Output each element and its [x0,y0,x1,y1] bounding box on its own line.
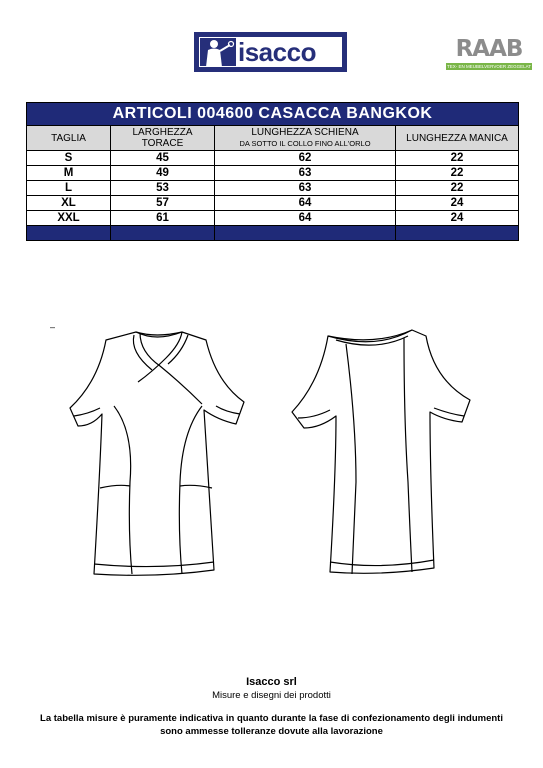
cell-sleeve-length: 22 [396,151,519,166]
table-row [27,166,519,181]
raab-logo-text: RAAB [455,36,523,62]
isacco-figure-icon [200,37,236,69]
isacco-logo [194,32,347,72]
cell-size: S [27,151,111,166]
table-row [27,181,519,196]
table-row [27,196,519,211]
disclaimer-text: La tabella misure è puramente indicativa in quanto durante la fase di confezionamento degli indumenti sono ammesse tolleranze dovute alla lavorazione [40,713,503,737]
column-subheader-lunghezza-schiena: DA SOTTO IL COLLO FINO ALL'ORLO [239,139,371,148]
table-footer-bar [27,226,519,241]
cell-size: L [27,181,111,196]
table-row [27,211,519,226]
cell-sleeve-length: 22 [396,181,519,196]
cell-back-length: 64 [215,211,396,226]
cell-chest: 45 [111,151,215,166]
cell-chest: 57 [111,196,215,211]
size-table [26,102,519,241]
table-title: ARTICOLI 004600 CASACCA BANGKOK [27,103,519,126]
cell-sleeve-length: 24 [396,196,519,211]
cell-back-length: 64 [215,196,396,211]
table-row [27,151,519,166]
cell-chest: 61 [111,211,215,226]
garment-back-drawing [284,322,478,584]
cell-size: XL [27,196,111,211]
cell-sleeve-length: 24 [396,211,519,226]
column-header-lunghezza-manica: LUNGHEZZA MANICA [396,126,519,151]
footer-subtitle: Misure e disegni dei prodotti [212,690,331,701]
raab-logo-tagline: TEX- EN MEUBELVERVOER ZEGGELAT [446,64,532,69]
cell-back-length: 62 [215,151,396,166]
cell-sleeve-length: 22 [396,166,519,181]
raab-logo [446,36,532,72]
isacco-logo-text: isacco [236,37,341,67]
column-header-taglia: TAGLIA [27,126,111,151]
cell-back-length: 63 [215,181,396,196]
cell-size: M [27,166,111,181]
cell-chest: 53 [111,181,215,196]
cell-size: XXL [27,211,111,226]
garment-front-drawing [56,322,260,584]
dash-mark: – [50,322,56,332]
cell-chest: 49 [111,166,215,181]
company-name: Isacco srl [246,676,297,688]
column-header-lunghezza-schiena: LUNGHEZZA SCHIENA DA SOTTO IL COLLO FINO ALL'ORLO [215,126,396,151]
cell-back-length: 63 [215,166,396,181]
column-header-larghezza-torace: LARGHEZZA TORACE [111,126,215,151]
